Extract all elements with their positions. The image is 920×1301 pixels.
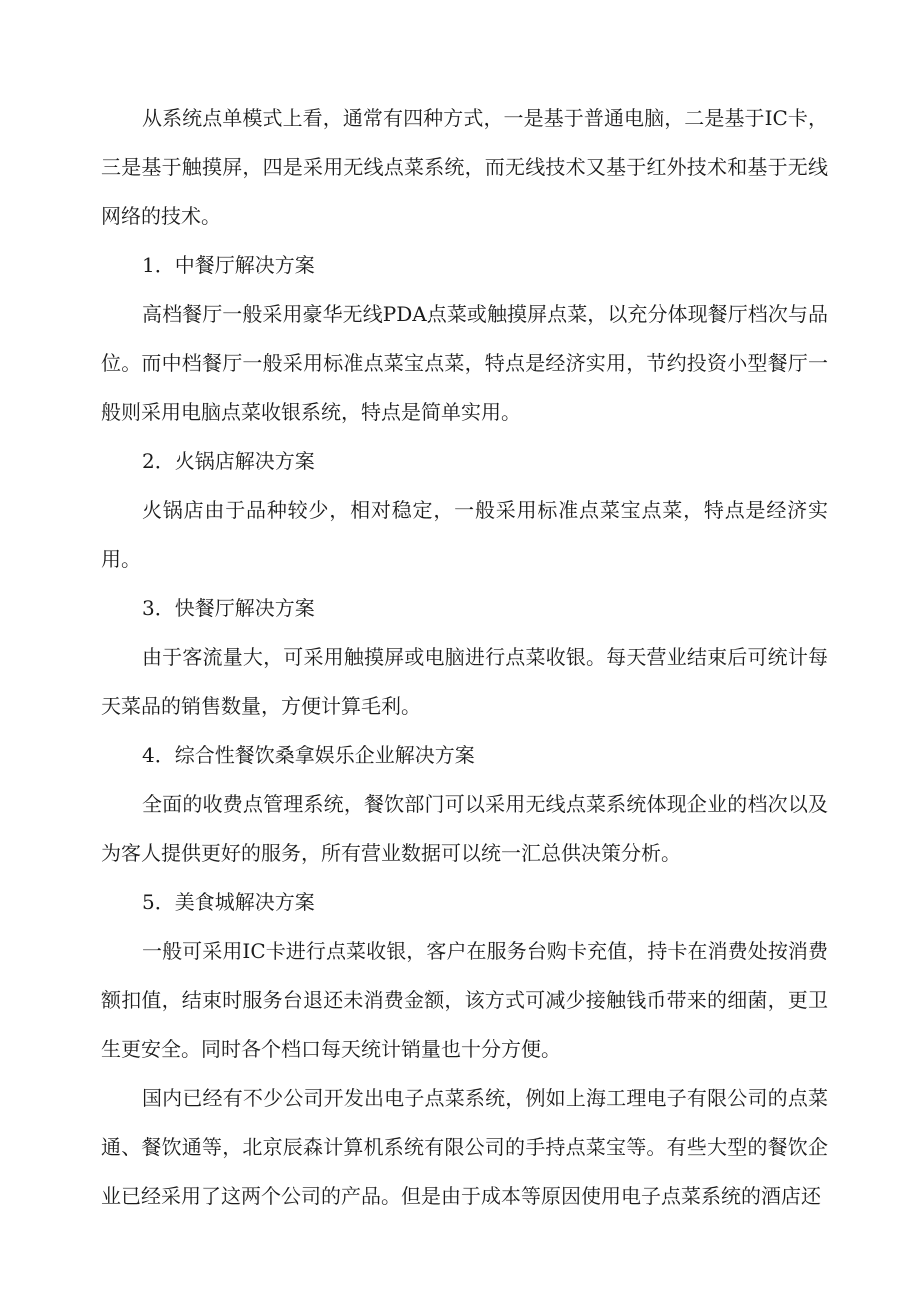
section-body-1: 高档餐厅一般采用豪华无线PDA点菜或触摸屏点菜，以充分体现餐厅档次与品位。而中档餐厅一般采用标准点菜宝点菜，特点是经济实用，节约投资小型餐厅一般则采用电脑点菜收银系统，特点是简单实用。 [101, 302, 828, 424]
intro-paragraph: 从系统点单模式上看，通常有四种方式，一是基于普通电脑，二是基于IC卡，三是基于触摸屏，四是采用无线点菜系统，而无线技术又基于红外技术和基于无线网络的技术。 [101, 106, 828, 228]
document-body [101, 94, 828, 1221]
section-body-4: 全面的收费点管理系统，餐饮部门可以采用无线点菜系统体现企业的档次以及为客人提供更好的服务，所有营业数据可以统一汇总供决策分析。 [101, 792, 828, 865]
section-heading-4: 4．综合性餐饮桑拿娱乐企业解决方案 [142, 743, 475, 767]
closing-paragraph: 国内已经有不少公司开发出电子点菜系统，例如上海工理电子有限公司的点菜通、餐饮通等，北京辰森计算机系统有限公司的手持点菜宝等。有些大型的餐饮企业已经采用了这两个公司的产品。但是由于成本等原因使用电子点菜系统的酒店还 [101, 1086, 828, 1208]
section-body-2: 火锅店由于品种较少，相对稳定，一般采用标准点菜宝点菜，特点是经济实用。 [101, 498, 828, 571]
section-body-5: 一般可采用IC卡进行点菜收银，客户在服务台购卡充值，持卡在消费处按消费额扣值，结束时服务台退还未消费金额，该方式可减少接触钱币带来的细菌，更卫生更安全。同时各个档口每天统计销量也十分方便。 [101, 939, 828, 1061]
section-heading-2: 2．火锅店解决方案 [142, 449, 315, 473]
section-heading-3: 3．快餐厅解决方案 [142, 596, 315, 620]
section-body-3: 由于客流量大，可采用触摸屏或电脑进行点菜收银。每天营业结束后可统计每天菜品的销售数量，方便计算毛利。 [101, 645, 828, 718]
section-heading-1: 1．中餐厅解决方案 [142, 253, 315, 277]
section-heading-5: 5．美食城解决方案 [142, 890, 315, 914]
